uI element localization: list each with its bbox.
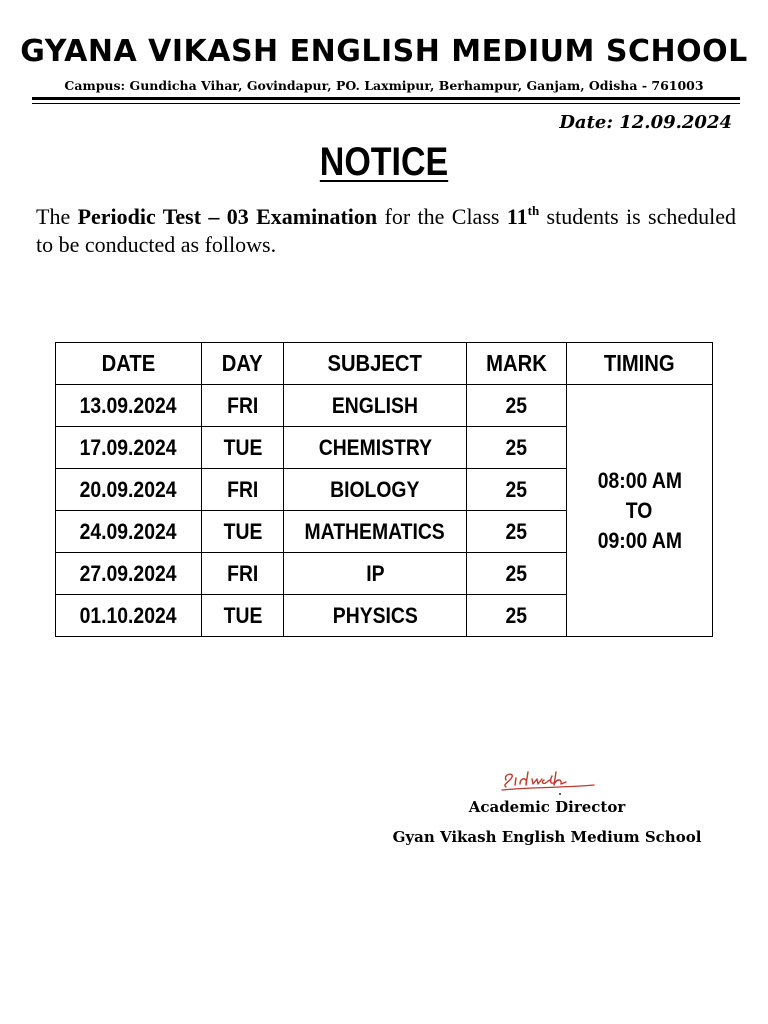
- cell-subject: ENGLISH: [284, 385, 467, 427]
- cell-subject: IP: [284, 553, 467, 595]
- campus-address: Campus: Gundicha Vihar, Govindapur, PO. Laxmipur, Berhampur, Ganjam, Odisha - 761003: [64, 78, 704, 93]
- intro-text-3: students is scheduled to be conducted as follows.: [36, 204, 737, 257]
- cell-date: 01.10.2024: [56, 595, 202, 637]
- signature-underline: [502, 785, 594, 790]
- cell-day: FRI: [202, 385, 284, 427]
- cell-subject: CHEMISTRY: [284, 427, 467, 469]
- cell-mark: 25: [467, 469, 567, 511]
- cell-mark: 25: [467, 553, 567, 595]
- cell-day: TUE: [202, 511, 284, 553]
- cell-subject: MATHEMATICS: [284, 511, 467, 553]
- notice-title: NOTICE: [319, 140, 449, 184]
- cell-date: 20.09.2024: [56, 469, 202, 511]
- header-timing: TIMING: [567, 343, 713, 385]
- exam-schedule-table: [55, 342, 713, 637]
- cell-day: TUE: [202, 595, 284, 637]
- header-mark: MARK: [467, 343, 567, 385]
- cell-mark: 25: [467, 511, 567, 553]
- signature-stroke: [505, 772, 566, 787]
- cell-date: 13.09.2024: [56, 385, 202, 427]
- cell-day: TUE: [202, 427, 284, 469]
- timing-start: 08:00 AM: [597, 467, 682, 493]
- cell-date: 17.09.2024: [56, 427, 202, 469]
- school-name: GYANA VIKASH ENGLISH MEDIUM SCHOOL: [20, 34, 748, 69]
- timing-separator: TO: [626, 497, 653, 523]
- cell-day: FRI: [202, 553, 284, 595]
- timing-end: 09:00 AM: [597, 527, 682, 553]
- cell-subject: BIOLOGY: [284, 469, 467, 511]
- table-header-row: [56, 343, 713, 385]
- signature-dot: [559, 793, 561, 795]
- cell-subject: PHYSICS: [284, 595, 467, 637]
- cell-mark: 25: [467, 595, 567, 637]
- signature-mark: [500, 768, 600, 796]
- header-subject: SUBJECT: [284, 343, 467, 385]
- class-suffix: th: [527, 203, 540, 218]
- cell-date: 27.09.2024: [56, 553, 202, 595]
- cell-timing: [567, 385, 713, 637]
- header-rule-thick: [32, 97, 740, 100]
- cell-day: FRI: [202, 469, 284, 511]
- header-day: DAY: [202, 343, 284, 385]
- class-number: 11: [506, 204, 528, 229]
- notice-date: Date: 12.09.2024: [559, 112, 732, 133]
- cell-mark: 25: [467, 385, 567, 427]
- table-row: [56, 385, 713, 427]
- cell-date: 24.09.2024: [56, 511, 202, 553]
- exam-name: Periodic Test – 03 Examination: [77, 204, 378, 229]
- intro-text-1: The: [36, 204, 78, 229]
- signatory-title: Academic Director: [468, 798, 626, 816]
- header-rule-thin: [32, 103, 740, 104]
- intro-text-2: for the Class: [377, 204, 507, 229]
- signatory-organization: Gyan Vikash English Medium School: [392, 828, 702, 846]
- intro-paragraph: [36, 203, 736, 259]
- cell-mark: 25: [467, 427, 567, 469]
- header-date: DATE: [56, 343, 202, 385]
